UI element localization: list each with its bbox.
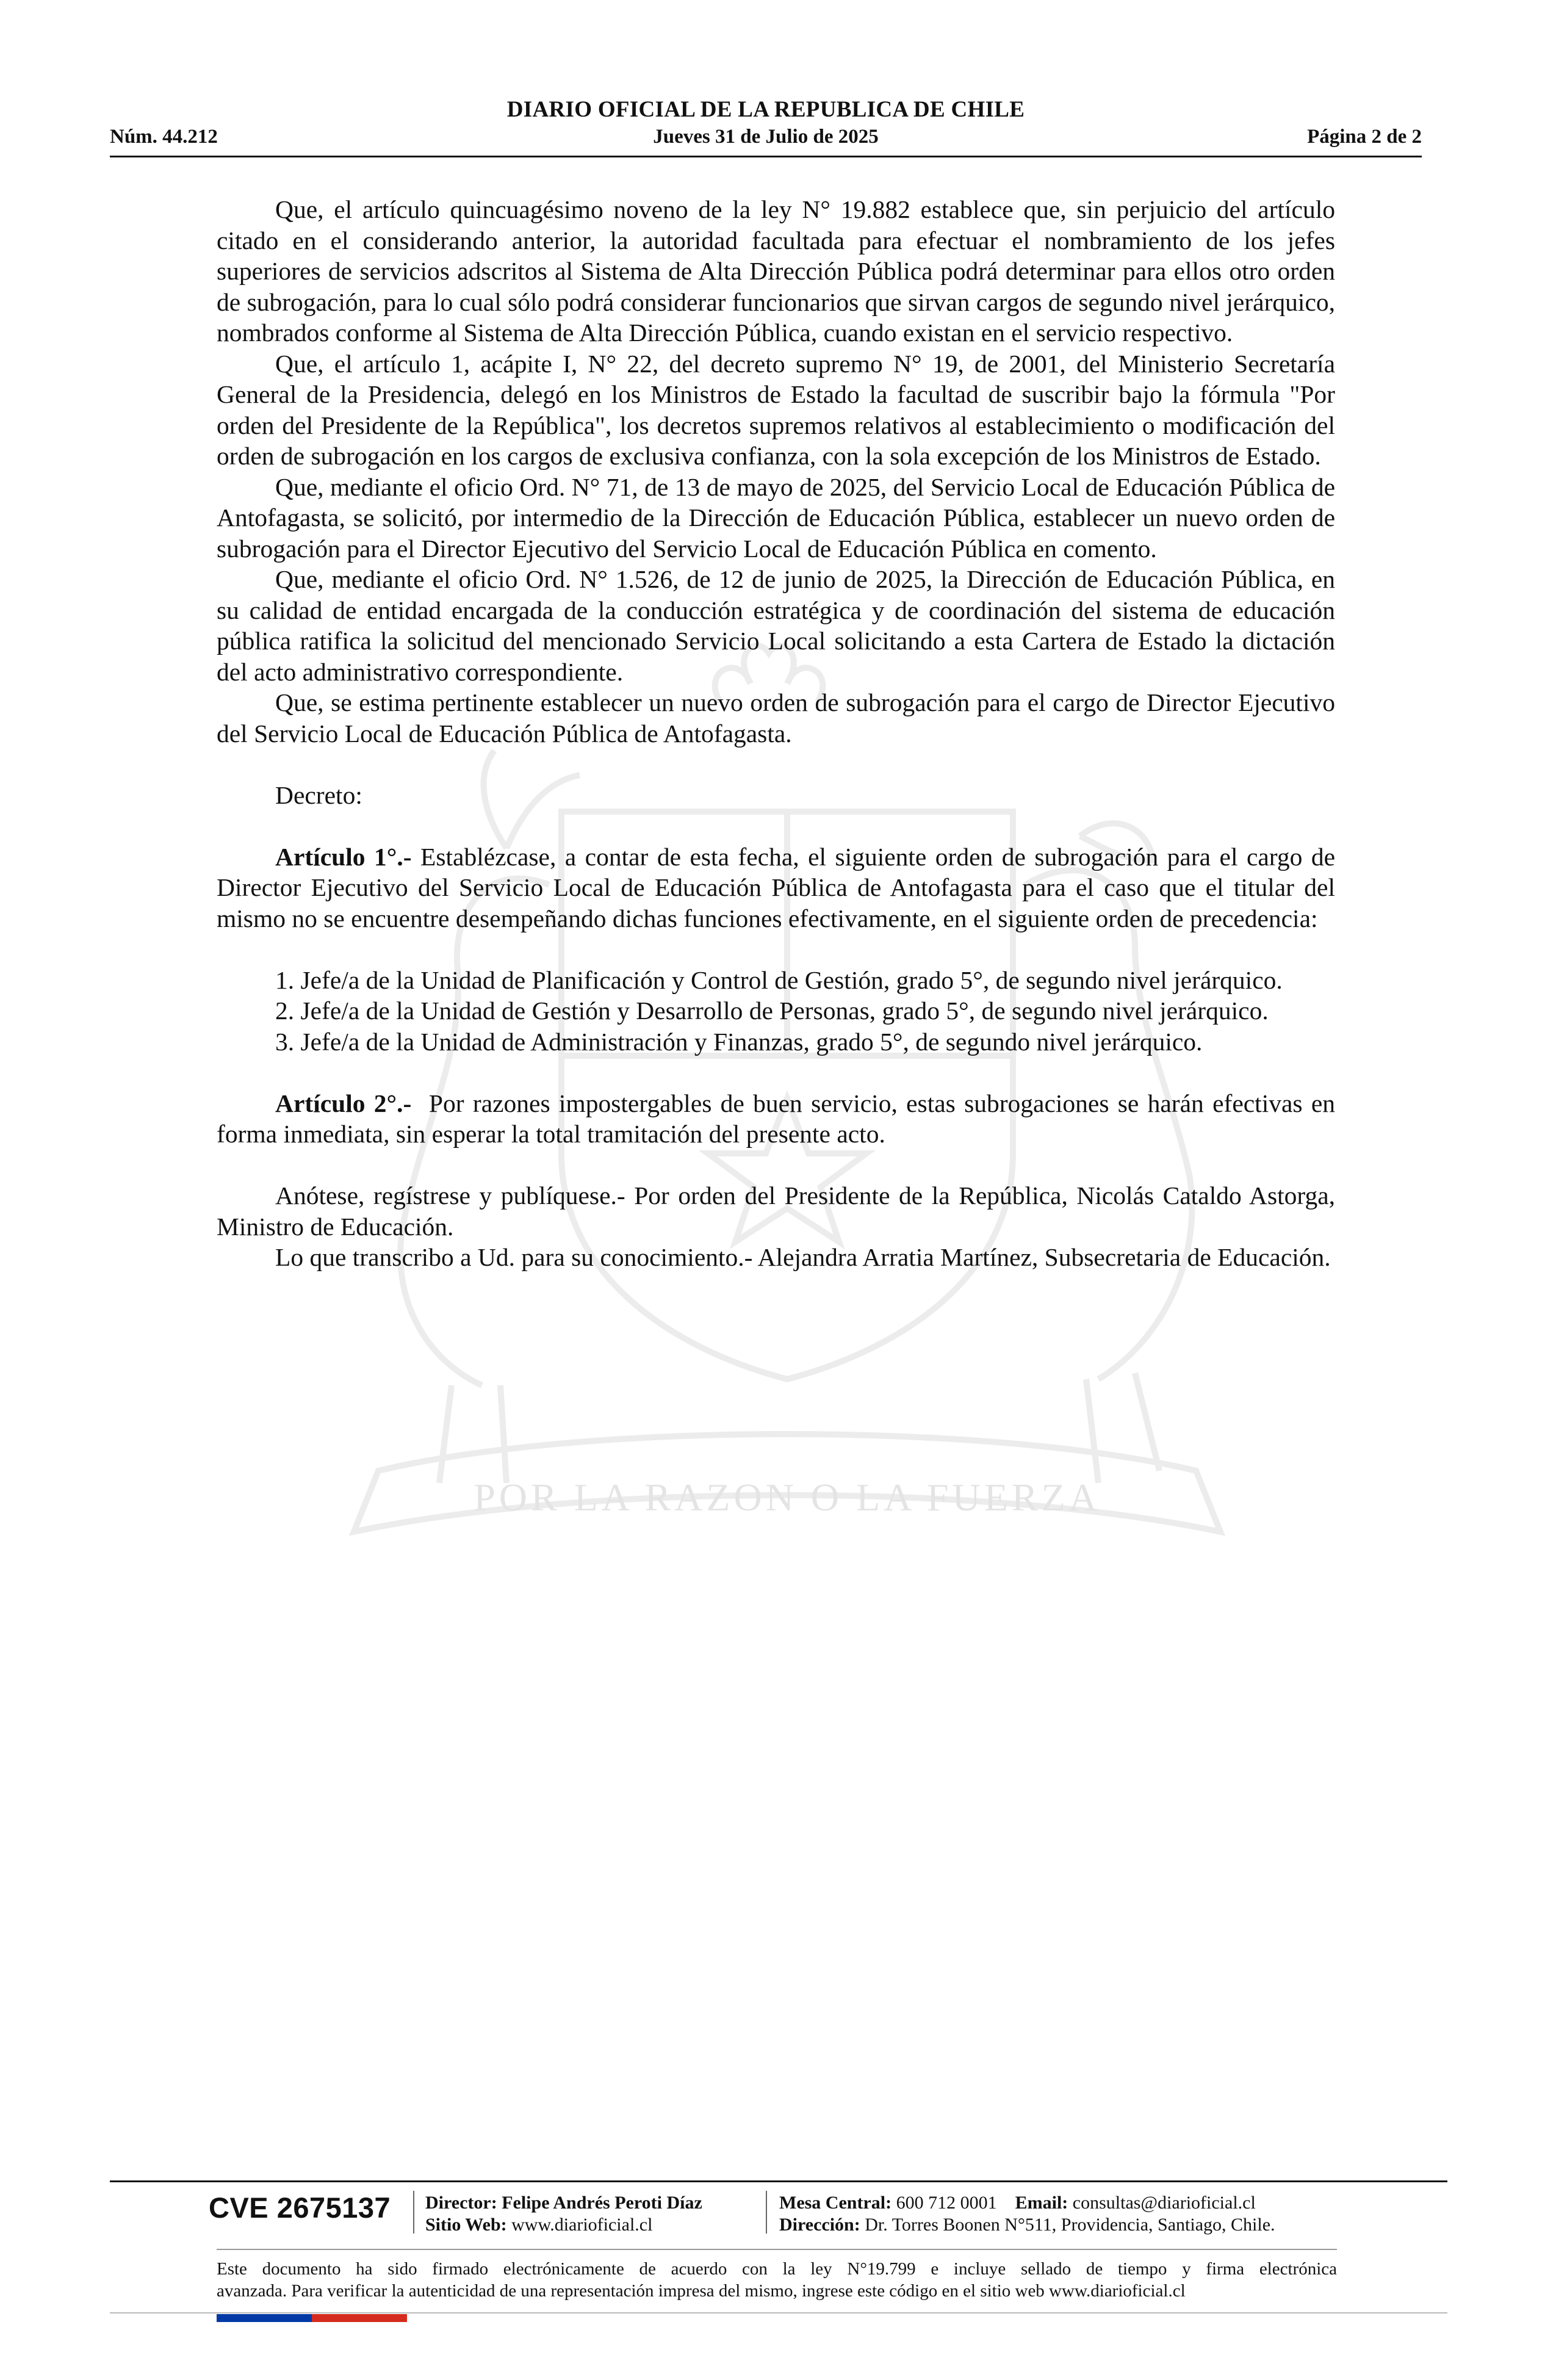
header-divider <box>110 156 1422 157</box>
page-header <box>110 92 1422 159</box>
director-name: Felipe Andrés Peroti Díaz <box>502 2193 702 2213</box>
website-link[interactable]: www.diarioficial.cl <box>511 2215 653 2235</box>
footer-director-block <box>425 2192 702 2236</box>
page-number: Página 2 de 2 <box>1307 126 1422 148</box>
website-label: Sitio Web: <box>425 2215 507 2235</box>
orden-item: 3. Jefe/a de la Unidad de Administración y Finanzas, grado 5°, de segundo nivel jerárquico. <box>275 1027 1203 1056</box>
mesa-phone: 600 712 0001 <box>896 2193 997 2213</box>
considerando-paragraph: Que, el artículo quincuagésimo noveno de la ley N° 19.882 establece que, sin perjuicio del artículo citado en el considerando anterior, la autoridad facultada para efectuar el nombramiento de los jefes superiores de servicios adscritos al Sistema de Alta Dirección Pública podrá determinar para ellos otro orden de subrogación, para lo cual sólo podrá considerar funcionarios que sirvan cargos de segundo nivel jerárquico, nombrados conforme al Sistema de Alta Dirección Pública, cuando existan en el servicio respectivo. <box>217 195 1335 347</box>
address-value: Dr. Torres Boonen N°511, Providencia, Santiago, Chile. <box>865 2215 1275 2235</box>
considerando-paragraph: Que, se estima pertinente establecer un nuevo orden de subrogación para el cargo de Director Ejecutivo del Servicio Local de Educación Pública de Antofagasta. <box>217 688 1335 748</box>
flag-stripe <box>217 2314 264 2322</box>
considerando-paragraph: Que, mediante el oficio Ord. N° 71, de 13 de mayo de 2025, del Servicio Local de Educación Pública de Antofagasta, se solicitó, por intermedio de la Dirección de Educación Pública, establecer un nuevo orden de subrogación para el Director Ejecutivo del Servicio Local de Educación Pública en comento. <box>217 472 1335 563</box>
cierre-paragraph: Anótese, regístrese y publíquese.- Por orden del Presidente de la República, Nicolás Cataldo Astorga, Ministro de Educación. <box>217 1181 1335 1241</box>
articulo-2 <box>217 1088 1342 1150</box>
flag-color-bar <box>217 2314 407 2322</box>
articulo-1-text: Establézcase, a contar de esta fecha, el siguiente orden de subrogación para el cargo de Director Ejecutivo del Servicio Local de Educación Pública de Antofagasta para el caso que el titular del mismo no se encuentre desempeñando dichas funciones efectivamente, en el siguiente orden de precedencia: <box>217 842 1336 932</box>
articulo-1 <box>217 842 1335 934</box>
cve-code: CVE 2675137 <box>209 2191 391 2224</box>
email-link[interactable]: consultas@diarioficial.cl <box>1072 2193 1256 2213</box>
footer-divider <box>110 2180 1447 2182</box>
mesa-label: Mesa Central: <box>779 2193 892 2213</box>
articulo-2-text: Por razones impostergables de buen servicio, estas subrogaciones se harán efectivas en forma inmediata, sin esperar la total tramitación del presente acto. <box>217 1089 1342 1148</box>
flag-stripe <box>359 2314 407 2322</box>
considerando-paragraph: Que, mediante el oficio Ord. N° 1.526, de 12 de junio de 2025, la Dirección de Educación Pública, en su calidad de entidad encargada de la conducción estratégica y de coordinación del sistema de educación pública ratifica la solicitud del mencionado Servicio Local solicitando a esta Cartera de Estado la dictación del acto administrativo correspondiente. <box>217 565 1335 686</box>
email-label: Email: <box>1015 2193 1068 2213</box>
articulo-1-label: Artículo 1°.- <box>275 842 412 871</box>
flag-stripe <box>264 2314 312 2322</box>
electronic-signature-notice <box>217 2258 1337 2302</box>
issue-date: Jueves 31 de Julio de 2025 <box>653 126 879 148</box>
considerando-paragraph: Que, el artículo 1, acápite I, N° 22, del decreto supremo N° 19, de 2001, del Ministerio Secretaría General de la Presidencia, delegó en los Ministros de Estado la facultad de suscribir bajo la fórmula "Por orden del Presidente de la República", los decretos supremos relativos al establecimiento o modificación del orden de subrogación en los cargos de exclusiva confianza, con la sola excepción de los Ministros de Estado. <box>217 349 1335 470</box>
orden-item: 2. Jefe/a de la Unidad de Gestión y Desarrollo de Personas, grado 5°, de segundo nivel jerárquico. <box>275 997 1269 1025</box>
issue-number: Núm. 44.212 <box>110 126 218 148</box>
orden-item: 1. Jefe/a de la Unidad de Planificación y Control de Gestión, grado 5°, de segundo nivel jerárquico. <box>275 965 1283 994</box>
articulo-2-label: Artículo 2°.- <box>275 1089 412 1117</box>
newspaper-title: DIARIO OFICIAL DE LA REPUBLICA DE CHILE <box>506 97 1025 122</box>
decree-body <box>217 194 1342 1273</box>
footer-inner-divider <box>217 2249 1337 2250</box>
cierre-paragraph: Lo que transcribo a Ud. para su conocimiento.- Alejandra Arratia Martínez, Subsecretaria de Educación. <box>275 1243 1331 1271</box>
decreto-label: Decreto: <box>275 781 362 809</box>
footer-separator <box>766 2191 767 2234</box>
director-label: Director: <box>425 2193 497 2213</box>
footer-separator <box>413 2191 414 2234</box>
motto-text: POR LA RAZON O LA FUERZA <box>474 1476 1101 1519</box>
flag-stripe <box>312 2314 359 2322</box>
address-label: Dirección: <box>779 2215 860 2235</box>
footer-contact-block <box>779 2192 1275 2236</box>
notice-line: avanzada. Para verificar la autenticidad de una representación impresa del mismo, ingrese este código en el sitio web www.diarioficial.cl <box>217 2281 1186 2301</box>
footer-bottom-divider <box>110 2312 1447 2313</box>
notice-line: Este documento ha sido firmado electrónicamente de acuerdo con la ley N°19.799 e incluye sellado de tiempo y firma electrónica <box>217 2259 1337 2279</box>
